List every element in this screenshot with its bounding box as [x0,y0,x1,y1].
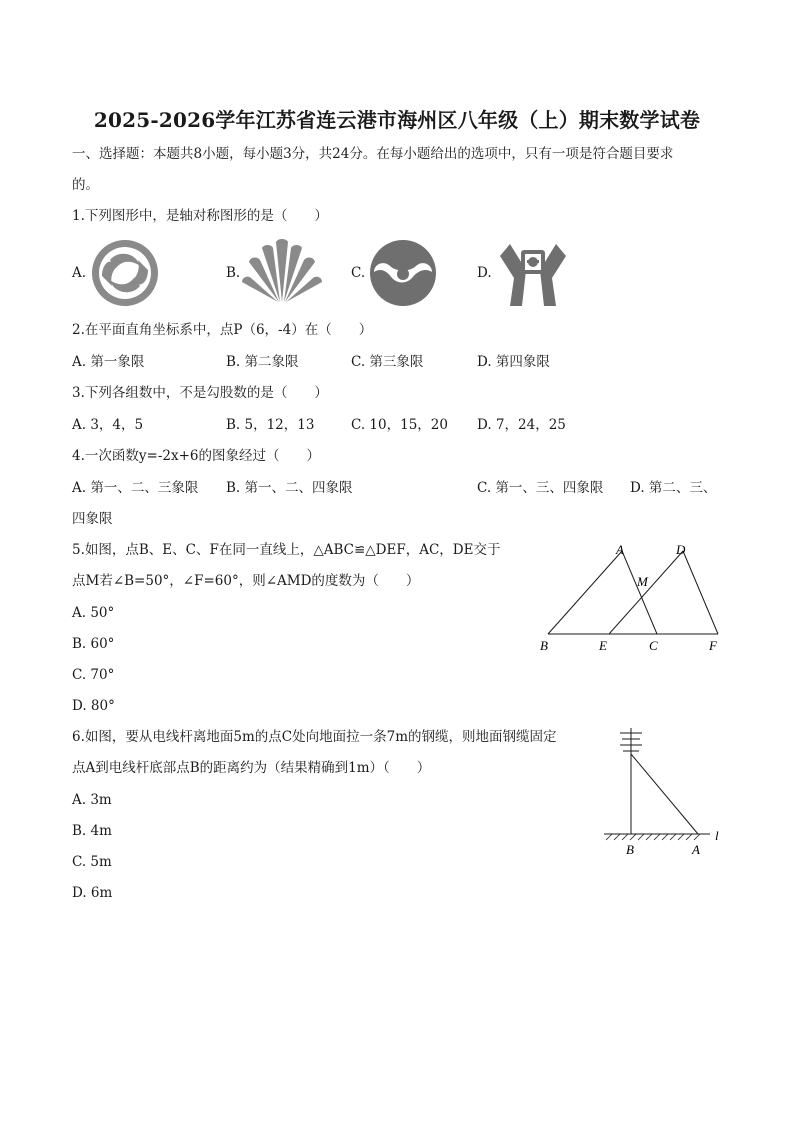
q6-stem-line2: 点A到电线杆底部点B的距离约为（结果精确到1m）（ ） [72,760,431,776]
q5-label-e: E [599,638,607,653]
q5-label-a: A [616,542,624,557]
q1-option-b-logo-icon [240,238,324,304]
q5-label-m: M [637,574,648,589]
q3-option-c: C. 10，15，20 [351,417,448,433]
q6-label-a: A [692,842,700,857]
q6-steel-cable [631,754,698,834]
q6-label-l: l [715,828,719,843]
q6-option-d: D. 6m [72,885,113,901]
q5-segment-ac [622,551,657,634]
q5-label-b: B [540,638,548,653]
q6-stem-line1: 6.如图，要从电线杆离地面5m的点C处向地面拉一条7m的钢缆，则地面钢缆固定 [72,729,557,745]
q2-option-c: C. 第三象限 [351,354,424,370]
q5-option-b: B. 60° [72,636,115,652]
q5-option-d: D. 80° [72,698,115,714]
q3-stem: 3.下列各组数中，不是勾股数的是（ ） [72,385,328,401]
q6-ground-hatching [606,834,700,840]
q1-option-c-logo-icon [368,238,438,308]
q1-option-b-label: B. [226,265,241,281]
q2-stem: 2.在平面直角坐标系中，点P（6，-4）在（ ） [72,322,373,338]
q5-label-c: C [649,638,658,653]
q5-label-d: D [676,542,686,557]
section-header-line2: 的。 [72,177,99,193]
q1-option-a-logo-icon [88,236,162,310]
q3-option-a: A. 3，4，5 [72,417,144,433]
q4-option-d: D. 第二、三、 [630,480,717,496]
q4-option-b: B. 第一、二、四象限 [226,480,353,496]
q4-stem: 4.一次函数y=-2x+6的图象经过（ ） [72,448,320,464]
q3-option-b: B. 5，12，13 [226,417,315,433]
exam-title: 2025-2026学年江苏省连云港市海州区八年级（上）期末数学试卷 [93,108,701,132]
q6-option-b: B. 4m [72,823,112,839]
q5-stem-line1: 5.如图，点B、E、C、F在同一直线上，△ABC≌△DEF，AC，DE交于 [72,542,501,558]
q1-stem: 1.下列图形中，是轴对称图形的是（ ） [72,208,328,224]
q1-option-c-label: C. [351,265,366,281]
q4-option-a: A. 第一、二、三象限 [72,480,199,496]
q1-option-d-logo-icon [496,236,570,308]
q6-label-b: B [626,842,634,857]
q1-option-a-label: A. [72,265,87,281]
q5-stem-line2: 点M若∠B=50°，∠F=60°，则∠AMD的度数为（ ） [72,573,420,589]
q3-option-d: D. 7，24，25 [477,417,566,433]
q5-triangle-figure [530,538,730,658]
q4-option-c: C. 第一、三、四象限 [477,480,604,496]
q5-option-c: C. 70° [72,667,115,683]
q1-option-d-label: D. [477,265,492,281]
q6-pole-figure [598,724,728,860]
q2-option-b: B. 第二象限 [226,354,299,370]
q5-label-f: F [709,638,717,653]
section-header-line1: 一、选择题：本题共8小题，每小题3分，共24分。在每小题给出的选项中，只有一项是符合题目要求 [72,146,674,162]
q2-option-a: A. 第一象限 [72,354,145,370]
q5-segment-df [683,551,718,634]
q4-option-d-continued: 四象限 [72,511,113,527]
q5-option-a: A. 50° [72,605,115,621]
q6-option-a: A. 3m [72,792,112,808]
q6-option-c: C. 5m [72,854,112,870]
q2-option-d: D. 第四象限 [477,354,550,370]
q5-segment-ab [548,551,622,634]
q5-segment-de [609,551,683,634]
